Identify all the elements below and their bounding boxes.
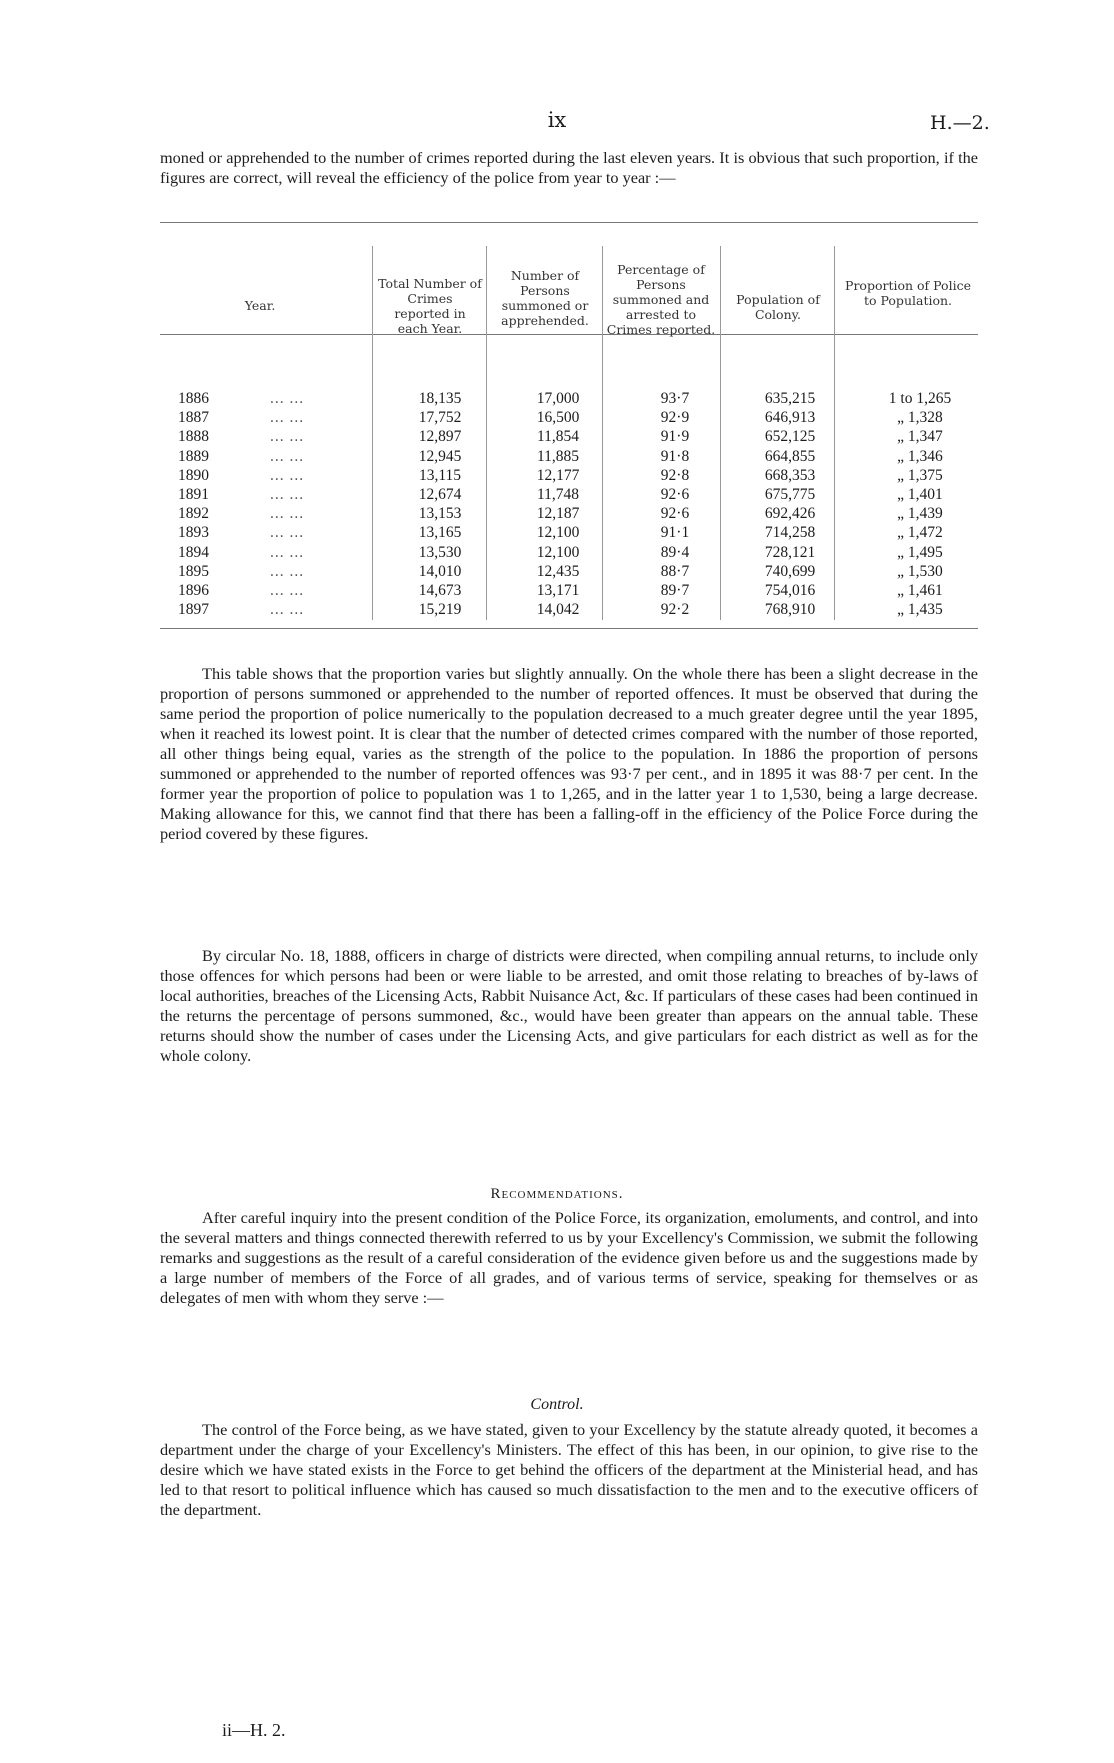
table-row — [160, 390, 978, 409]
cell-year: 1895 — [178, 562, 209, 580]
cell-leader-dots: ... ... — [270, 524, 305, 542]
cell-year: 1896 — [178, 581, 209, 599]
cell-year: 1894 — [178, 543, 209, 561]
cell-year: 1893 — [178, 524, 209, 542]
cell-leader-dots: ... ... — [270, 466, 305, 484]
cell-persons: 12,177 — [536, 466, 580, 484]
cell-proportion: „ 1,472 — [897, 524, 943, 542]
cell-percentage: 92·2 — [660, 601, 690, 619]
cell-year: 1887 — [178, 409, 209, 427]
cell-leader-dots: ... ... — [270, 505, 305, 523]
document-reference: H.—2. — [930, 112, 990, 134]
cell-year: 1886 — [178, 390, 209, 407]
table-row — [160, 601, 978, 620]
cell-proportion: „ 1,461 — [897, 581, 943, 599]
header-percentage: Percentage of Persons summoned and arrested to Crimes reported. — [606, 262, 716, 337]
cell-crimes: 12,945 — [418, 447, 462, 465]
table-row — [160, 505, 978, 524]
cell-proportion: „ 1,401 — [897, 485, 943, 503]
cell-persons: 12,187 — [536, 505, 580, 523]
table-header-rule — [160, 334, 978, 335]
cell-persons: 12,435 — [536, 562, 580, 580]
cell-leader-dots: ... ... — [270, 409, 305, 427]
cell-persons: 17,000 — [536, 390, 580, 407]
recommendations-paragraph: After careful inquiry into the present condition of the Police Force, its organization, emoluments, and control, and into the several matters and things connected therewith referred to us by your Excellency's Commission, we submit the following remarks and suggestions as the result of a careful consideration of the evidence given before us and the suggestions made by a large number of members of the Force of all grades, and of various terms of service, speaking for themselves or as delegates of men with whom they serve :— — [160, 1208, 978, 1307]
cell-percentage: 92·8 — [660, 466, 690, 484]
table-row — [160, 428, 978, 447]
cell-crimes: 14,673 — [418, 581, 462, 599]
intro-paragraph: moned or apprehended to the number of crimes reported during the last eleven years. It is obvious that such proportion, if the figures are correct, will reveal the efficiency of the police from year to year :— — [160, 148, 978, 187]
cell-proportion: 1 to 1,265 — [888, 390, 952, 407]
cell-percentage: 88·7 — [660, 562, 690, 580]
cell-crimes: 13,115 — [418, 466, 462, 484]
header-persons-summoned: Number of Persons summoned or apprehended. — [501, 268, 589, 328]
cell-population: 728,121 — [764, 543, 816, 561]
cell-persons: 14,042 — [536, 601, 580, 619]
cell-persons: 13,171 — [536, 581, 580, 599]
table-row — [160, 448, 978, 467]
cell-proportion: „ 1,530 — [897, 562, 943, 580]
cell-leader-dots: ... ... — [270, 447, 305, 465]
cell-crimes: 14,010 — [418, 562, 462, 580]
cell-crimes: 12,674 — [418, 485, 462, 503]
cell-proportion: „ 1,439 — [897, 505, 943, 523]
cell-percentage: 91·9 — [660, 428, 690, 446]
cell-proportion: „ 1,346 — [897, 447, 943, 465]
control-heading: Control. — [530, 1396, 584, 1413]
cell-percentage: 92·9 — [660, 409, 690, 427]
cell-proportion: „ 1,435 — [897, 601, 943, 619]
cell-percentage: 92·6 — [660, 485, 690, 503]
cell-leader-dots: ... ... — [270, 581, 305, 599]
table-row — [160, 409, 978, 428]
recommendations-heading: Recommendations. — [490, 1186, 624, 1202]
cell-persons: 12,100 — [536, 524, 580, 542]
cell-crimes: 18,135 — [418, 390, 462, 407]
table-row — [160, 563, 978, 582]
cell-persons: 11,885 — [536, 447, 580, 465]
cell-proportion: „ 1,347 — [897, 428, 943, 446]
analysis-paragraph: This table shows that the proportion varies but slightly annually. On the whole there has been a slight decrease in the proportion of persons summoned or apprehended to the number of reported offences. It must be observed that during the same period the proportion of police numerically to the population decreased to a much greater degree until the year 1895, when it reached its lowest point. It is clear that the number of detected crimes compared with the number of those reported, all other things being equal, varies as the strength of the police to the population. In 1886 the proportion of persons summoned or apprehended to the number of reported offences was 93·7 per cent., and in 1895 it was 88·7 per cent. In the former year the proportion of police to population was 1 to 1,265, and in the latter year 1 to 1,530, being a large decrease. Making allowance for this, we cannot find that there has been a falling-off in the efficiency of the Police Force during the period covered by these figures. — [160, 664, 978, 843]
cell-leader-dots: ... ... — [270, 428, 305, 446]
cell-population: 664,855 — [764, 447, 816, 465]
cell-percentage: 93·7 — [660, 390, 690, 407]
cell-year: 1888 — [178, 428, 209, 446]
cell-year: 1890 — [178, 466, 209, 484]
cell-crimes: 15,219 — [418, 601, 462, 619]
cell-percentage: 89·4 — [660, 543, 690, 561]
cell-year: 1891 — [178, 485, 209, 503]
table-row — [160, 524, 978, 543]
page-number: ix — [547, 108, 567, 132]
cell-crimes: 17,752 — [418, 409, 462, 427]
control-paragraph: The control of the Force being, as we have stated, given to your Excellency by the statute already quoted, it becomes a department under the charge of your Excellency's Ministers. The effect of this has been, in our opinion, to give rise to the desire which we have stated exists in the Force to get behind the officers of the department at the Ministerial head, and has led to that resort to political influence which has caused so much dissatisfaction to the men and to the executive officers of the department. — [160, 1420, 978, 1519]
cell-leader-dots: ... ... — [270, 485, 305, 503]
table-bottom-rule — [160, 628, 978, 629]
cell-percentage: 92·6 — [660, 505, 690, 523]
cell-crimes: 12,897 — [418, 428, 462, 446]
cell-leader-dots: ... ... — [270, 562, 305, 580]
header-year: Year. — [244, 298, 276, 313]
cell-crimes: 13,165 — [418, 524, 462, 542]
cell-year: 1892 — [178, 505, 209, 523]
cell-percentage: 89·7 — [660, 581, 690, 599]
cell-persons: 11,748 — [536, 485, 580, 503]
cell-leader-dots: ... ... — [270, 543, 305, 561]
table-row — [160, 582, 978, 601]
cell-population: 652,125 — [764, 428, 816, 446]
cell-crimes: 13,530 — [418, 543, 462, 561]
table-body — [160, 390, 978, 620]
header-total-crimes: Total Number of Crimes reported in each Year. — [378, 276, 482, 336]
circular-paragraph: By circular No. 18, 1888, officers in charge of districts were directed, when compiling annual returns, to include only those offences for which persons had been or were liable to be arrested, and omit those relating to breaches of by-laws of local authorities, breaches of the Licensing Acts, Rabbit Nuisance Act, &c. If particulars of these cases had been continued in the returns the percentage of persons summoned, &c., would have been greater than appears on the annual table. These returns should show the number of cases under the Licensing Acts, and give particulars for each district as well as for the whole colony. — [160, 946, 978, 1065]
table-top-rule — [160, 222, 978, 223]
cell-population: 646,913 — [764, 409, 816, 427]
table-row — [160, 467, 978, 486]
cell-proportion: „ 1,495 — [897, 543, 943, 561]
cell-population: 635,215 — [764, 390, 816, 407]
cell-persons: 16,500 — [536, 409, 580, 427]
cell-proportion: „ 1,375 — [897, 466, 943, 484]
table-row — [160, 486, 978, 505]
table-row — [160, 544, 978, 563]
header-population: Population of Colony. — [736, 292, 820, 322]
header-proportion: Proportion of Police to Population. — [845, 278, 971, 308]
cell-crimes: 13,153 — [418, 505, 462, 523]
cell-proportion: „ 1,328 — [897, 409, 943, 427]
cell-population: 714,258 — [764, 524, 816, 542]
cell-persons: 11,854 — [536, 428, 580, 446]
cell-year: 1889 — [178, 447, 209, 465]
cell-population: 668,353 — [764, 466, 816, 484]
cell-population: 740,699 — [764, 562, 816, 580]
footer-signature: ii—H. 2. — [222, 1720, 286, 1740]
cell-persons: 12,100 — [536, 543, 580, 561]
cell-population: 754,016 — [764, 581, 816, 599]
cell-population: 692,426 — [764, 505, 816, 523]
cell-leader-dots: ... ... — [270, 601, 305, 619]
cell-year: 1897 — [178, 601, 209, 619]
cell-percentage: 91·1 — [660, 524, 690, 542]
cell-population: 768,910 — [764, 601, 816, 619]
cell-percentage: 91·8 — [660, 447, 690, 465]
cell-population: 675,775 — [764, 485, 816, 503]
cell-leader-dots: ... ... — [270, 390, 305, 407]
